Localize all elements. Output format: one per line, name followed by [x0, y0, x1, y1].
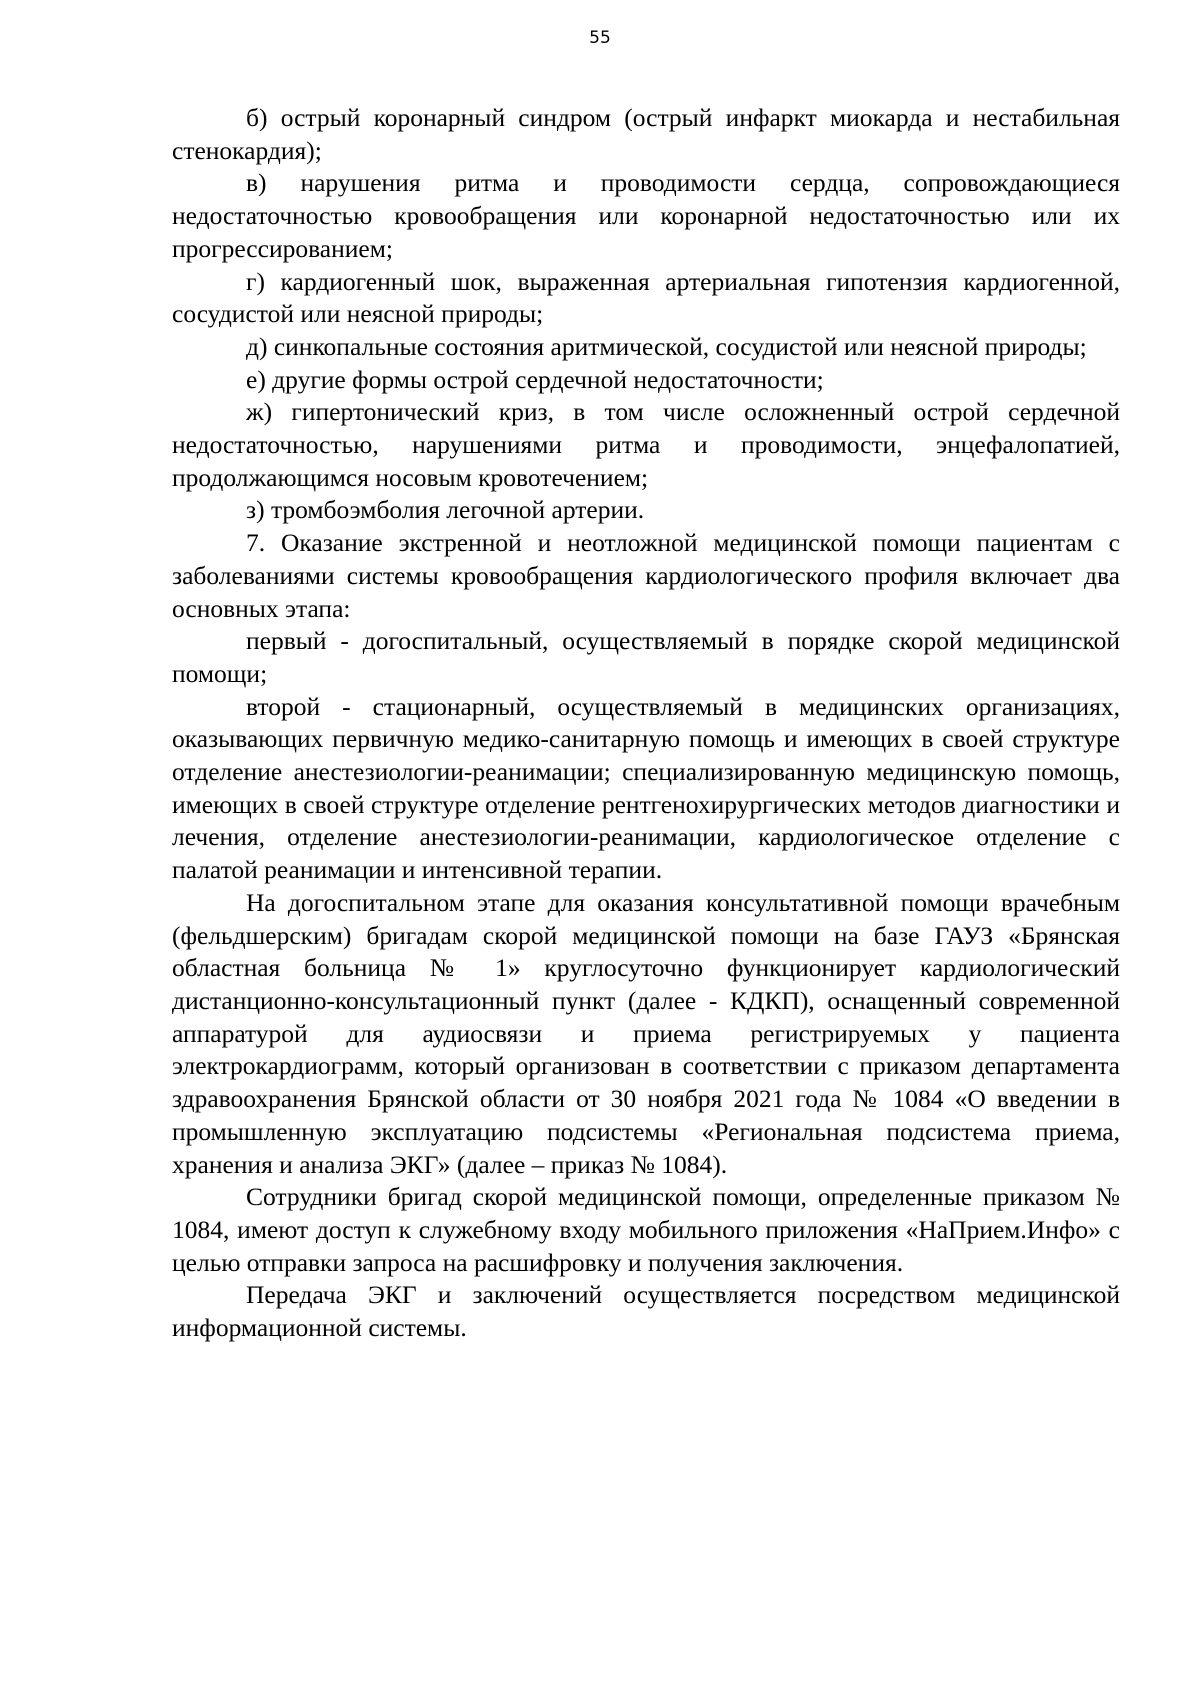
list-item-g: г) кардиогенный шок, выраженная артериальная гипотензия кардиогенной, сосудистой или неясной природы; [172, 266, 1120, 329]
list-item-zh: ж) гипертонический криз, в том числе осложненный острой сердечной недостаточностью, нарушениями ритма и проводимости, энцефалопатией, продолжающимся носовым кровотечением; [172, 397, 1120, 492]
stage-first-paragraph: первый - догоспитальный, осуществляемый в порядке скорой медицинской помощи; [172, 626, 1120, 688]
list-item-v: в) нарушения ритма и проводимости сердца, сопровождающиеся недостаточностью кровообращения или коронарной недостаточностью или их прогрессированием; [172, 168, 1120, 263]
staff-access-paragraph: Сотрудники бригад скорой медицинской помощи, определенные приказом № 1084, имеют доступ к служебному входу мобильного приложения «НаПрием.Инфо» с целью отправки запроса на расшифровку и получения заключения. [172, 1182, 1120, 1277]
list-item-d: д) синкопальные состояния аритмической, сосудистой или неясной природы; [246, 331, 1087, 361]
list-item-e: е) другие формы острой сердечной недостаточности; [246, 364, 824, 394]
page-number: 55 [589, 28, 611, 48]
list-item-z: з) тромбоэмболия легочной артерии. [246, 495, 645, 525]
ecg-transfer-paragraph: Передача ЭКГ и заключений осуществляется посредством медицинской информационной системы. [172, 1280, 1120, 1343]
document-body [172, 102, 1120, 1345]
list-item-b: б) острый коронарный синдром (острый инфаркт миокарда и нестабильная стенокардия); [172, 103, 1120, 165]
prehospital-paragraph: На догоспитальном этапе для оказания консультативной помощи врачебным (фельдшерским) бригадам скорой медицинской помощи на базе ГАУЗ «Брянская областная больница № 1» круглосуточно функционирует кардиологический дистанционно-консультационный пункт (далее - КДКП), оснащенный современной аппаратурой для аудиосвязи и приема регистрируемых у пациента электрокардиограмм, который организован в соответствии с приказом департамента здравоохранения Брянской области от 30 ноября 2021 года № 1084 «О введении в промышленную эксплуатацию подсистемы «Региональная подсистема приема, хранения и анализа ЭКГ» (далее – приказ № 1084). [172, 887, 1120, 1179]
section-7-paragraph: 7. Оказание экстренной и неотложной медицинской помощи пациентам с заболеваниями системы кровообращения кардиологического профиля включает два основных этапа: [172, 528, 1120, 623]
stage-second-paragraph: второй - стационарный, осуществляемый в медицинских организациях, оказывающих первичную медико-санитарную помощь и имеющих в своей структуре отделение анестезиологии-реанимации; специализированную медицинскую помощь, имеющих в своей структуре отделение рентгенохирургических методов диагностики и лечения, отделение анестезиологии-реанимации, кардиологическое отделение с палатой реанимации и интенсивной терапии. [172, 691, 1120, 885]
